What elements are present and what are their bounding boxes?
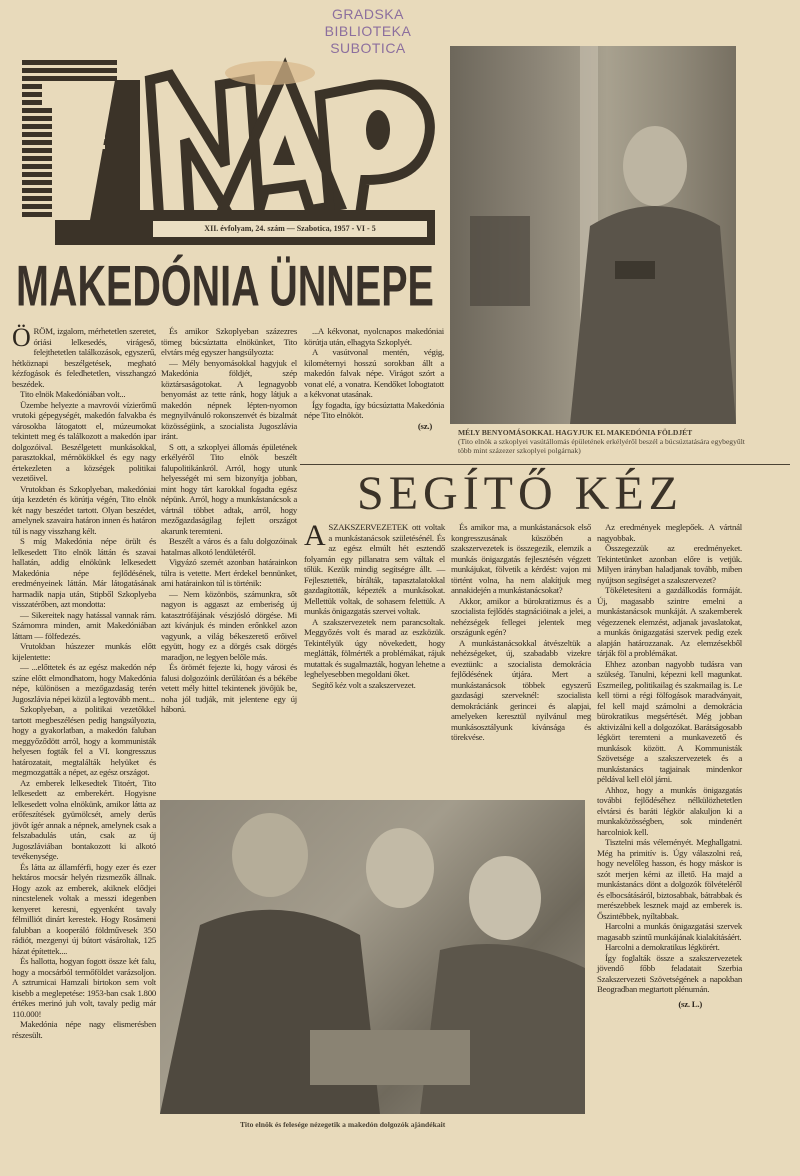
- paragraph: Az eredmények meglepőek. A vártnál nagyobbak.: [597, 522, 742, 543]
- paragraph: — Nem közönbös, számunkra, sőt nagyon is aggaszt az emberiség új katasztrófájának vészjósló dörgése. Mi azt kívánjuk és minden erőnkkel azon vagyunk, a világ békeszerető erőivel együtt, hogy ez a dörgés csak dörgés maradjon, ne legyen belőle más.: [161, 588, 297, 662]
- paragraph: A vasútvonal mentén, végig, kilométernyi hosszú sorokban állt a makedón falvak népe. Virágot szórt a vonat elé, a vonatra. Kendőket lobogtatott a kékvonat utasának.: [304, 347, 444, 399]
- paragraph: Ehhez azonban nagyobb tudásra van szükség. Tanulni, képezni kell magunkat. Eszmeileg, politikailag és szakmailag is. Le kell törni a régi fölfogások maradványait, fel kell majd számolni a demokrácia bürokratikus megsértését. Még jobban aktivizálni kell a dolgozókat. Barátságosabb légkört teremteni a munkavezető és munkások között. A Kommunisták Szövetsége a szakszervezetek és a munkástanács tagjainak mindenkor példával kell elöl járni.: [597, 658, 742, 784]
- paragraph: Vigyázó szemét azonban határainkon túlra is vetette. Mert érdekel bennünket, ami határainkon túl is történik:: [161, 557, 297, 588]
- paragraph: Tisztelni más véleményét. Meghallgatni. Még ha primitív is. Úgy válaszolni reá, hogy nevelőleg hasson, és hogy máskor is szót merjen kérni az illető. Ha majd a munkástanács dönt a dolgozók fölvételéről és elbocsátásáról, biztosabbak, bátrabbak és merészebbek lesznek majd az emberek is. Őszintébbek, nyíltabbak.: [597, 837, 742, 921]
- paragraph: Makedónia népe nagy elismerésben részesült.: [12, 1019, 156, 1040]
- paragraph: Segítő kéz volt a szakszervezet.: [312, 679, 416, 690]
- article2-column-1: [304, 519, 445, 690]
- paragraph: Tito elnök Makedóniában volt...: [20, 389, 126, 399]
- paragraph: Harcolni a munkás önigazgatási szervek magasabb szintű munkájának kialakításáért.: [597, 921, 742, 942]
- caption-text: (Tito elnök a szkoplyei vasútállomás épületének erkélyéről beszél a búcsúztatására egybegyűlt több mint százezer szkoplyei polgárnak): [458, 437, 745, 455]
- divider: [300, 464, 790, 465]
- photo-figures: [160, 800, 585, 1114]
- library-stamp: [288, 6, 448, 57]
- paragraph: Így foglalták össze a szakszervezetek jövendő főbb feladatait Szerbia Szakszervezeti Szövetségének a napokban Beogradban megtartott plénumán.: [597, 952, 742, 994]
- article2-column-2: [451, 522, 591, 743]
- paragraph: SZAKSZERVEZETEK ott voltak a munkástanácsok születésénél. És az egész elmúlt hét esztendő folyamán egy pillanatra sem váltak el tőlük. Kezük mindig segítségre állt. — Fejlesztették, bírálták, tapasztalatokkal gazdagították, képezték a munkásokat. Mellettük voltak, de sohasem felettük. A munkás önigazgatás szervei voltak.: [304, 522, 445, 616]
- paragraph: És örömét fejezte ki, hogy városi és falusi dolgozóink derűlátóan és a békébe vetett mély hittel tekintenek jövőjük be, noha jól tudják, mit jelentene egy új háború.: [161, 662, 297, 714]
- article2-signature: (sz. L.): [678, 998, 702, 1009]
- paragraph: Ahhoz, hogy a munkás önigazgatás további fejlődéséhez nélkülözhetetlen elvtársi és baráti légkör alakuljon ki a munkaközösségben, sok mindenért harcolniok kell.: [597, 784, 742, 837]
- paragraph: S míg Makedónia népe örült és lelkesedett Tito elnök láttán és szavai hallatán, addig elnökünk lelkesedett Makedónia népe fejlődésének, eredményeinek láttán. Már látogatásának harmadik napja után, Stipből Szkoplyeba visszatérőben, azt mondotta:: [12, 536, 156, 609]
- paragraph: És hallotta, hogyan fogott össze két falu, hogy a mocsárból termőföldet varázsoljon. A sztrumicai Hamzali birtokon sem volt kisebb a meglepetése: 1953-ban csak 1.800 értékes merinó juh volt, tavaly pedig már 110.000!: [12, 956, 156, 1019]
- photo-tito-gifts: [160, 800, 585, 1114]
- logo-seven: [22, 60, 140, 245]
- photo-tito-balcony: [450, 46, 736, 424]
- paragraph: Az emberek lelkesedtek Titoért, Tito lelkesedett az emberekért. Hogyisne lelkesedett volna elnökünk, amikor látta az erőfeszítések gyümölcsét, amely derűs jövőt ígér annak a népnek, amelynek csak a felszabadulás után, csak az új Jugoszláviában bontakozott ki alkotó tevékenysége.: [12, 777, 156, 861]
- article2-column-3: [597, 522, 742, 1009]
- paragraph: Vrutokban és Szkoplyeban, makedóniai útja kezdetén és körútja végén, Tito elnök két nagy beszédet tartott. Olyan beszédet, amelynek szavaira határon innen és határon túl is nagy visszhang kélt.: [12, 483, 156, 536]
- paragraph: És amikor Szkoplyeban százezres tömeg búcsúztatta elnökünket, Tito elvtárs még egyszer hangsúlyozta:: [161, 326, 297, 357]
- paragraph: Üzembe helyezte a mavrovói vízierőmű vrutoki gépegységét, makedón falvakba és városokba látogatott el, múzeumokat tekintett meg és találkozott a makedón ipar dolgozóival. Beszélgetett munkásokkal, parasztokkal, mérnökökkel és egy nagy értekezleten a községek politikai vezetőivel.: [12, 399, 156, 483]
- photo-bottom-caption: Tito elnök és felesége nézegetik a makedón dolgozók ajándékait: [240, 1120, 446, 1129]
- paragraph: Tökéletesíteni a gazdálkodás formáját. Új, magasabb szintre emelni a munkástanácsok munkáját. A szakemberek végezzenek elemzést, adjanak javaslatokat, a munkás önigazgatási szervek pedig ezek alapján határozzanak. Az elemzésekből tárják föl a problémákat.: [597, 585, 742, 658]
- dropcap: A: [304, 519, 326, 552]
- headline-segito-kez: SEGÍTŐ KÉZ: [357, 467, 683, 520]
- paragraph: ...A kékvonat, nyolcnapos makedóniai körútja után, elhagyta Szkoplyét.: [304, 326, 444, 347]
- paragraph: Beszélt a város és a falu dolgozóinak hatalmas alkotó lendületéről.: [161, 536, 297, 557]
- headline-makedonia-unnepe: MAKEDÓNIA ÜNNEPE: [16, 254, 434, 319]
- stamp-line-2: SUBOTICA: [330, 40, 406, 56]
- paragraph: — Mély benyomásokkal hagyjuk el Makedónia földjét, szép köztársaságotokat. A legnagyobb benyomást az tette ránk, hogy látjuk a makedón népnek lépten-nyomon megnyilvánuló rokonszenvét és bizalmát közösségünk, a szocialista Jugoszlávia iránt.: [161, 357, 297, 441]
- article1-signature: (sz.): [417, 420, 432, 431]
- article1-column-2: [161, 326, 297, 715]
- dropcap: Ö: [12, 323, 31, 352]
- paragraph: RÖM, izgalom, mérhetetlen szeretet, óriási lelkesedés, virágeső, felejthetetlen találkozások, egyszerű, hétköznapi beszélgetések, megható kézfogások és feledhetetlen, visszhangzó beszédek.: [12, 326, 156, 389]
- paragraph: — Sikereitek nagy hatással vannak rám. Számomra minden, amit Makedóniában láttam — fölfedezés.: [12, 609, 156, 641]
- paragraph: Összegezzük az eredményeket. Tekintetünket azonban előre is vetjük. Milyen irányban haladjanak tovább, miben nyújtson segítséget a szakszervezet?: [597, 543, 742, 585]
- stamp-line-1: GRADSKA BIBLIOTEKA: [324, 6, 412, 39]
- paragraph: A munkástanácsokkal átvészeltük a nehézségeket, új, szabadabb vizekre eveztünk: a szocialista demokrácia fejlődésének útjára. Mert a munkástanácsok többek egyszerű gazdasági szerveknél: szocialista demokráciánk gerincei és alapjai, amelyeken keresztül nyilvánul meg munkásosztályunk kívánsága és törekvése.: [451, 637, 591, 742]
- photo-top-caption: [458, 428, 748, 455]
- paragraph: Szkoplyeban, a politikai vezetőkkel tartott megbeszélésen pedig hangsúlyozta, hogy a gyakorlatban, a makedón faluban meggyőződött arról, hogy a kommunisták helyesen fogták fel a VI. kongresszus határozatait, megtalálták helyüket és megmozgatták a népet, az egész országot.: [12, 704, 156, 777]
- paragraph: És látta az államférfi, hogy ezer és ezer hektáros mocsár helyén rizsmezők állnak. Hogy azok az emberek, akiknek elődjei nincstelenek voltak a messzi idegenben kenyeret keresni, egyenként tavaly félmilliót dinárt kerestek. Hogy Rosámeni falubban a kooperáló földművesek 350 rádiót, mezgenyi új bútort vásároltak, 125 házat építettek....: [12, 861, 156, 956]
- paragraph: És amikor ma, a munkástanácsok első kongresszusának küszöbén a szakszervezetek is összegezik, elemzik a munkás önigazgatás fejlesztésén végzett munkájukat, fölvetik a kérdést: vajon mi történt volna, ha nem alakítjuk meg annakidején a munkástanácsokat?: [451, 522, 591, 595]
- paragraph: Így fogadta, így búcsúztatta Makedónia népe Tito elnököt.: [304, 399, 444, 420]
- paragraph: A szakszervezetek nem parancsoltak. Meggyőzés volt és marad az eszközük. Tekintélyük úgy növekedett, hogy meglátták, fölmérték a problémákat, rájuk mutattak és sugalmazták, hogyan lehetne a leghelyesebben megoldani őket.: [304, 616, 445, 679]
- article1-column-1: [12, 323, 156, 1040]
- caption-title: MÉLY BENYOMÁSOKKAL HAGYJUK EL MAKEDÓNIA FÖLDJÉT: [458, 428, 693, 437]
- paragraph: Harcolni a demokratikus légkörért.: [605, 942, 720, 952]
- photo-figure: [450, 46, 736, 424]
- paragraph: — ...előttetek és az egész makedón nép színe előtt elmondhatom, hogy Makedónia népe, különösen a mezőgazdaság terén Jugoszlávia népei közül a legtovább ment...: [12, 662, 156, 704]
- paragraph: Akkor, amikor a bürokratizmus és a szocialista fejlődés stagnációinak a jelei, a nehézségek fellegei jelentek meg országunk egén?: [451, 595, 591, 637]
- dateline: XII. évfolyam, 24. szám — Szabotica, 1957 - VI - 5: [150, 218, 430, 240]
- paragraph: Vrutokban húszezer munkás előtt kijelentette:: [12, 641, 156, 662]
- article1-column-3: [304, 326, 444, 431]
- stain: [225, 61, 315, 85]
- paragraph: S ott, a szkoplyei állomás épületének erkélyéről Tito elnök beszélt falupolitikánkról. Arról, hogy utunk helyességét mi sem bizonyítja jobban, mint hogy tárt karokkal fogadta egész népünk. Arról, hogy a munkástanácsok a vártnál többet adtak, arról, hogy mezőgazdaságilag fejlett országot akarunk teremteni.: [161, 441, 297, 536]
